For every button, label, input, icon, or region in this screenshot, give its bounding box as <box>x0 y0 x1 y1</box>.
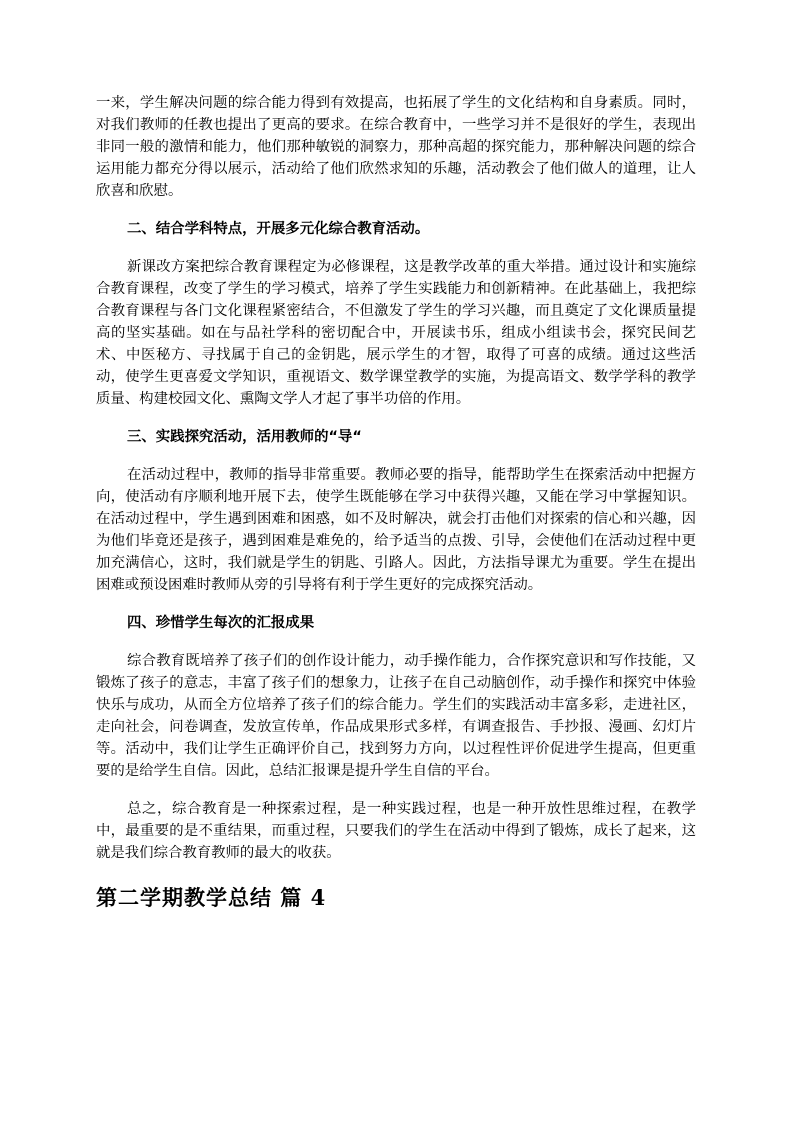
document-title: 第二学期教学总结 篇 4 <box>96 885 327 910</box>
document-page <box>96 92 696 912</box>
paragraph-conclusion: 总之，综合教育是一种探索过程，是一种实践过程，也是一种开放性思维过程，在教学中，最重要的是不重结果，而重过程，只要我们的学生在活动中得到了锻炼，成长了起来，这就是我们综合教育教师的最大的收获。 <box>96 801 696 861</box>
paragraph-continuation: 一来，学生解决问题的综合能力得到有效提高，也拓展了学生的文化结构和自身素质。同时，对我们教师的任教也提出了更高的要求。在综合教育中，一些学习并不是很好的学生，表现出非同一般的激情和能力，他们那种敏锐的洞察力，那种高超的探究能力，那种解决问题的综合运用能力都充分得以展示，活动给了他们欣然求知的乐趣，活动教会了他们做人的道理，让人欣喜和欣慰。 <box>96 95 696 199</box>
paragraph-section-2: 新课改方案把综合教育课程定为必修课程，这是教学改革的重大举措。通过设计和实施综合教育课程，改变了学生的学习模式，培养了学生实践能力和创新精神。在此基础上，我把综合教育课程与各门文化课程紧密结合，不但激发了学生的学习兴趣，而且奠定了文化课质量提高的坚实基础。如在与品社学科的密切配合中，开展读书乐，组成小组读书会，探究民间艺术、中医秘方、寻找属于自己的金钥匙，展示学生的才智，取得了可喜的成绩。通过这些活动，使学生更喜爱文学知识，重视语文、数学课堂教学的实施，为提高语文、数学学科的教学质量、构建校园文化、熏陶文学人才起了事半功倍的作用。 <box>96 259 696 407</box>
paragraph-section-4: 综合教育既培养了孩子们的创作设计能力，动手操作能力，合作探究意识和写作技能，又锻炼了孩子的意志，丰富了孩子们的想象力，让孩子在自己动脑创作，动手操作和探究中体验快乐与成功，从而全方位培养了孩子们的综合能力。学生们的实践活动丰富多彩，走进社区，走向社会，问卷调查，发放宣传单，作品成果形式多样，有调查报告、手抄报、漫画、幻灯片等。活动中，我们让学生正确评价自己，找到努力方向，以过程性评价促进学生提高，但更重要的是给学生自信。因此，总结汇报课是提升学生自信的平台。 <box>96 653 696 779</box>
paragraph-section-3: 在活动过程中，教师的指导非常重要。教师必要的指导，能帮助学生在探索活动中把握方向，使活动有序顺利地开展下去，使学生既能够在学习中获得兴趣，又能在学习中掌握知识。在活动过程中，学生遇到困难和困惑，如不及时解决，就会打击他们对探索的信心和兴趣，因为他们毕竟还是孩子，遇到困难是难免的，给予适当的点拨、引导，会使他们在活动过程中更加充满信心，这时，我们就是学生的钥匙、引路人。因此，方法指导课尤为重要。学生在提出困难或预设困难时教师从旁的引导将有利于学生更好的完成探究活动。 <box>96 467 696 593</box>
section-heading-4: 四、珍惜学生每次的汇报成果 <box>127 615 315 631</box>
section-heading-2: 二、结合学科特点，开展多元化综合教育活动。 <box>127 221 430 237</box>
section-heading-3: 三、实践探究活动，活用教师的“导“ <box>127 429 362 445</box>
